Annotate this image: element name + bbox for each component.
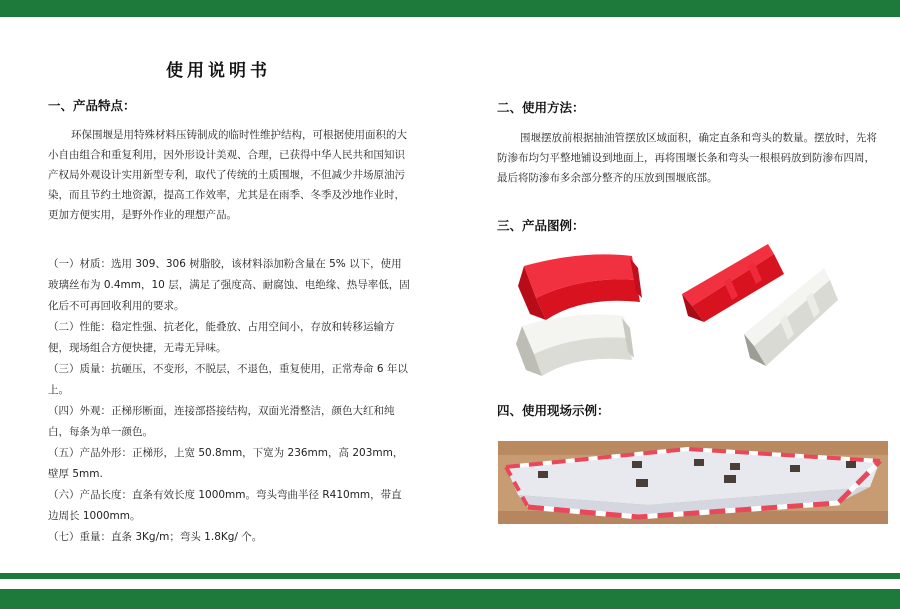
features-intro: 环保围堰是用特殊材料压铸制成的临时性维护结构，可根据使用面积的大小自由组合和重复利用，因外形设计美观、合理，已获得中华人民共和国知识产权局外观设计实用新型专利，取代了传统的土质围堰，不但减少井场原油污染，而且节约土地资源，提高工作效率，尤其是在雨季、冬季及沙地作业时，更加方便实用，是野外作业的理想产品。 [48, 129, 407, 221]
usage-text: 围堰摆放前根据抽油管摆放区域面积，确定直条和弯头的数量。摆放时，先将防渗布均匀平整地铺设到地面上，再将围堰长条和弯头一根根码放到防渗布四周，最后将防渗布多余部分整齐的压放到围堰底部。 [497, 132, 877, 184]
site-example-photo [498, 441, 888, 524]
spec-list [48, 254, 410, 548]
bottom-green-bar [0, 589, 900, 609]
spec-quality: （三）质量：抗砸压，不变形，不脱层，不退色，重复使用，正常寿命 6 年以上。 [48, 363, 408, 396]
bottom-thin-green-bar [0, 573, 900, 579]
features-heading: 一、产品特点： [48, 98, 136, 113]
site-example-heading: 四、使用现场示例： [497, 403, 610, 418]
spec-performance: （二）性能：稳定性强、抗老化，能叠放、占用空间小，存放和转移运输方便，现场组合方便快捷，无毒无异味。 [48, 321, 395, 354]
product-photos [512, 234, 847, 384]
red-elbow-product [518, 254, 642, 320]
spec-weight: （七）重量：直条 3Kg/m；弯头 1.8Kg/ 个。 [48, 531, 263, 543]
spec-appearance: （四）外观：正梯形断面，连接部搭接结构，双面光滑整洁，颜色大红和纯白，每条为单一颜色。 [48, 405, 395, 438]
spec-shape: （五）产品外形：正梯形，上宽 50.8mm，下宽为 236mm，高 203mm，壁厚 5mm. [48, 447, 404, 480]
product-images-heading: 三、产品图例： [497, 218, 585, 233]
usage-heading: 二、使用方法： [497, 100, 585, 115]
page-title: 使用说明书 [166, 61, 271, 81]
top-green-bar [0, 0, 900, 17]
spec-material: （一）材质：选用 309、306 树脂胶，该材料添加粉含量在 5% 以下，使用玻璃丝布为 0.4mm，10 层，满足了强度高、耐腐蚀、电绝缘、热导率低，固化后不可再回收利用的要求。 [48, 258, 410, 312]
red-straight-product [682, 244, 784, 322]
spec-length: （六）产品长度：直条有效长度 1000mm。弯头弯曲半径 R410mm，带直边周长 1000mm。 [48, 489, 402, 522]
white-elbow-product [516, 314, 634, 376]
